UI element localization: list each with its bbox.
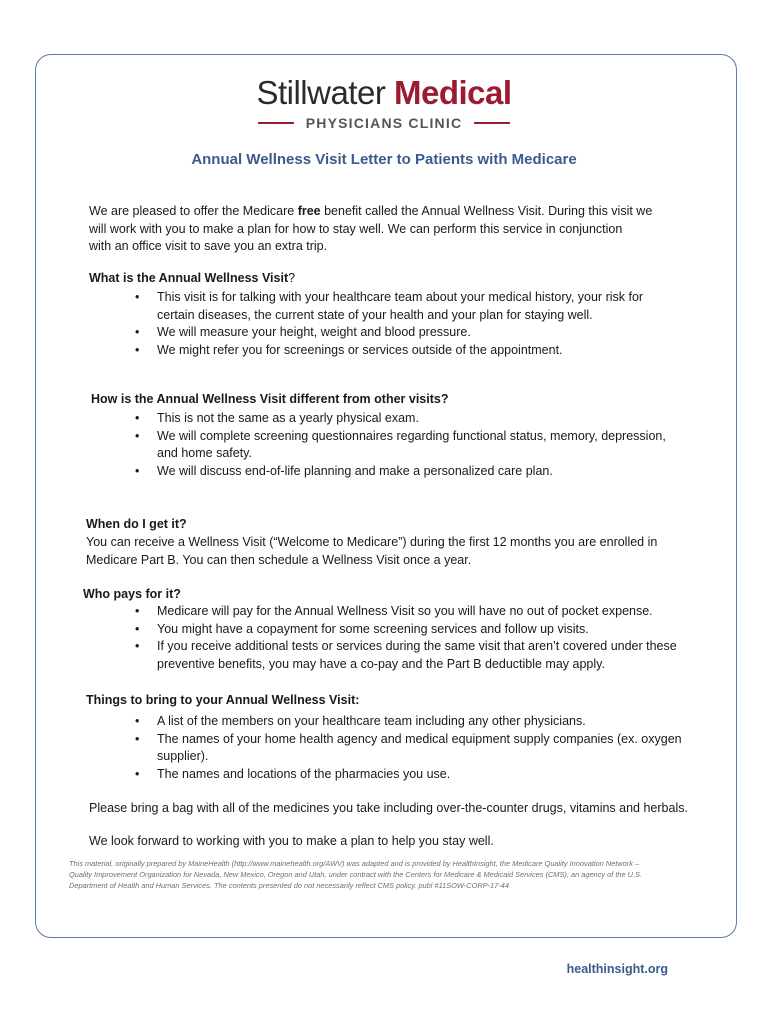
fine-print: This material, originally prepared by MaineHealth (http://www.mainehealth.org/AWV) was adapted and is provided by HealthInsight, the Medicare Quality Innovation Network – Quality Improvement Organization for Nevada, New Mexico, Oregon and Utah, under contract with the Centers for Medicare & Medicaid Services (CMS), an agency of the U.S. Department of Health and Human Services. The contents presented do not necessarily reflect CMS policy. publ #11SOW-CORP-17-44 [69, 859, 643, 890]
intro-free-emphasis: free [297, 204, 321, 218]
list-item: • We will complete screening questionnaires regarding functional status, memory, depression, and home safety. [135, 428, 666, 460]
bullets-different [135, 410, 695, 480]
section-heading-who-pays: Who pays for it? [83, 587, 181, 601]
list-item: • You might have a copayment for some screening services and follow up visits. [135, 621, 589, 636]
list-item: • Medicare will pay for the Annual Wellness Visit so you will have no out of pocket expense. [135, 604, 653, 618]
logo-word-stillwater: Stillwater [256, 74, 386, 111]
intro-line-2: will work with you to make a plan for how to stay well. We can perform this service in conjunction [89, 221, 623, 236]
bullets-who-pays [135, 603, 695, 673]
website-link[interactable]: healthinsight.org [566, 962, 668, 976]
section-heading-things-to-bring: Things to bring to your Annual Wellness Visit: [86, 693, 360, 707]
logo-subtitle-row [0, 115, 768, 131]
closing-medicines: Please bring a bag with all of the medicines you take including over-the-counter drugs, vitamins and herbals. [89, 801, 688, 815]
intro-paragraph [89, 203, 709, 256]
list-item: • We will measure your height, weight and blood pressure. [135, 325, 471, 339]
list-item: • This visit is for talking with your healthcare team about your medical history, your risk for certain diseases, the current state of your health and your plan for staying well. [135, 290, 644, 322]
list-item: • If you receive additional tests or services during the same visit that aren’t covered under these preventive benefits, you may have a co-pay and the Part B deductible may apply. [135, 639, 677, 671]
intro-line-3: with an office visit to save you an extra trip. [89, 239, 328, 253]
list-item: • We might refer you for screenings or services outside of the appointment. [135, 342, 563, 357]
section-heading-what-is: What is the Annual Wellness Visit? [89, 271, 296, 285]
bullets-things-to-bring [135, 713, 695, 783]
logo [0, 74, 768, 131]
letter-title: Annual Wellness Visit Letter to Patients with Medicare [191, 151, 577, 168]
intro-line-1: We are pleased to offer the Medicare free benefit called the Annual Wellness Visit. During this visit we [89, 204, 653, 218]
list-item: • The names and locations of the pharmacies you use. [135, 766, 451, 781]
list-item: • This is not the same as a yearly physical exam. [135, 411, 419, 425]
logo-rule-left [258, 122, 294, 124]
logo-wordmark [0, 74, 768, 112]
logo-rule-right [474, 122, 510, 124]
bullets-what-is [135, 289, 695, 359]
when-paragraph: You can receive a Wellness Visit (“Welcome to Medicare”) during the first 12 months you are enrolled in Medicare Part B. You can then schedule a Wellness Visit once a year. [86, 535, 658, 567]
section-heading-when: When do I get it? [86, 517, 187, 531]
list-item: • A list of the members on your healthcare team including any other physicians. [135, 714, 586, 728]
logo-subtitle: PHYSICIANS CLINIC [305, 115, 463, 131]
list-item: • The names of your home health agency and medical equipment supply companies (ex. oxygen supplier). [135, 731, 682, 763]
closing-look-forward: We look forward to working with you to make a plan to help you stay well. [89, 834, 494, 848]
list-item: • We will discuss end-of-life planning and make a personalized care plan. [135, 463, 553, 478]
section-heading-different: How is the Annual Wellness Visit different from other visits? [91, 392, 449, 406]
logo-word-medical: Medical [394, 74, 512, 111]
